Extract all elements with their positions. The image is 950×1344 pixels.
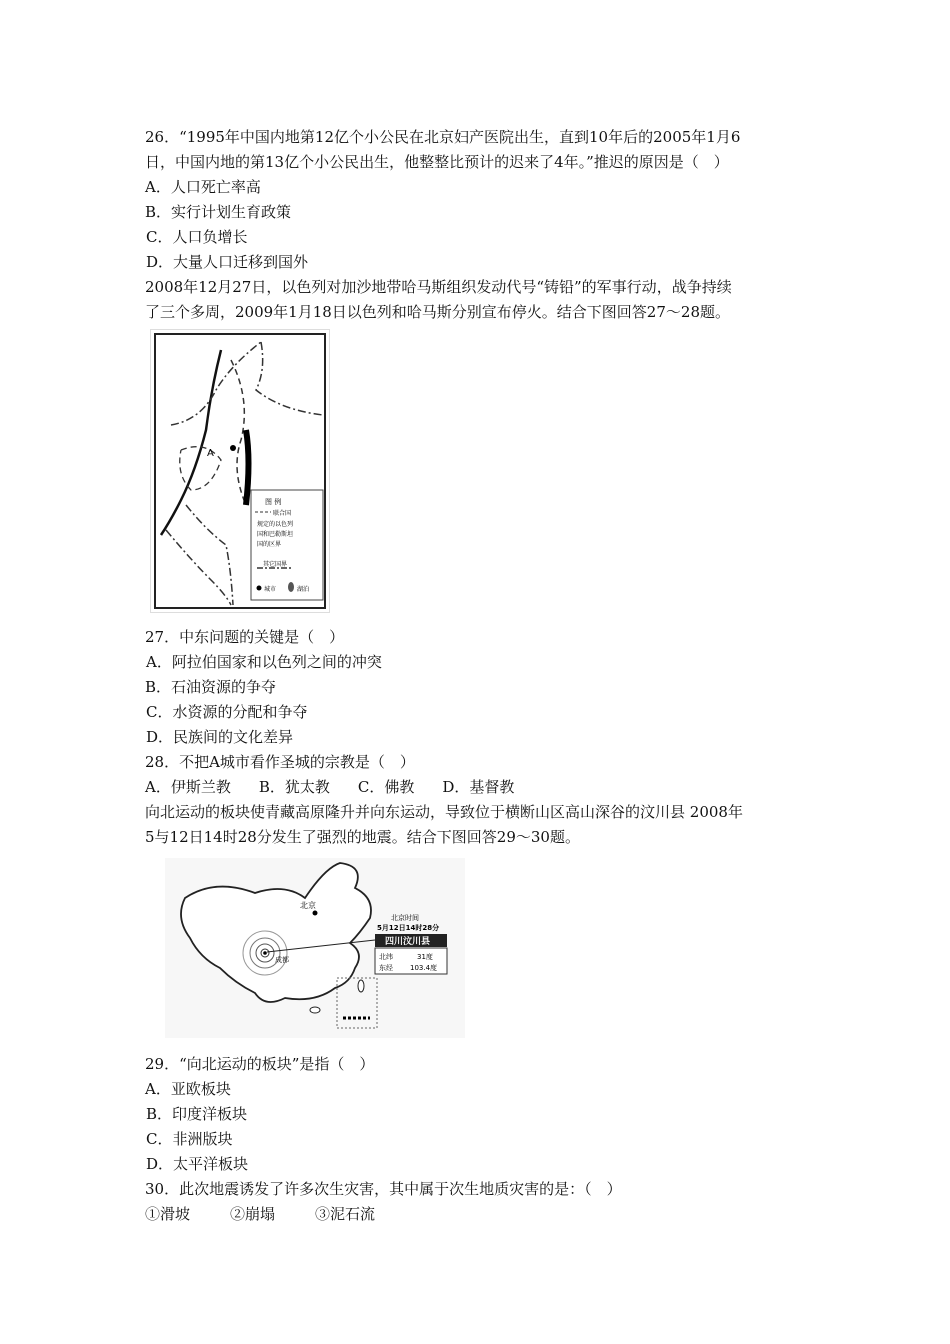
q28-option-b: B．犹太教 <box>258 778 330 796</box>
quake-intro-line1: 向北运动的板块使青藏高原隆升并向东运动，导致位于横断山区高山深谷的汶川县 2008年 <box>145 803 743 821</box>
q26-stem-line2: 日，中国内地的第13亿个小公民出生，他整整比预计的迟来了4年。”推迟的原因是（ ） <box>145 153 729 171</box>
legend-item-5: 城市 <box>264 586 277 593</box>
q29-option-d: D．太平洋板块 <box>146 1155 249 1173</box>
q27-option-a: A．阿拉伯国家和以色列之间的冲突 <box>146 653 382 671</box>
q28-stem: 28．不把A城市看作圣城的宗教是（ ） <box>145 753 415 771</box>
q28-option-d: D．基督教 <box>442 778 515 796</box>
lat-label: 北纬 <box>379 953 393 961</box>
q27-option-b: B．石油资源的争夺 <box>145 678 277 696</box>
city-a-label: A <box>207 448 214 459</box>
legend-item-2: 国和巴勒斯坦 <box>257 531 294 538</box>
epicenter-marker <box>263 951 267 955</box>
chengdu-label: 成都 <box>275 956 289 964</box>
legend-item-0: 联合国 <box>273 510 292 517</box>
q30-option-1: ①滑坡 <box>145 1205 191 1223</box>
legend-title: 图 例 <box>265 498 282 506</box>
beijing-label: 北京 <box>300 901 316 910</box>
q29-option-c: C．非洲版块 <box>146 1130 233 1148</box>
q29-stem: 29．“向北运动的板块”是指（ ） <box>145 1055 375 1073</box>
exam-page <box>145 125 815 1227</box>
time-value: 5月12日14时28分 <box>377 924 440 932</box>
city-a-marker <box>230 445 236 451</box>
q28-option-c: C．佛教 <box>357 778 415 796</box>
legend-item-6: 湖泊 <box>297 586 310 593</box>
lat-value: 31度 <box>417 953 433 961</box>
legend-item-1: 规定的以色列 <box>257 521 294 528</box>
gaza-intro-line2: 了三个多周，2009年1月18日以色列和哈马斯分别宣布停火。结合下图回答27～28题。 <box>145 303 730 321</box>
lon-value: 103.4度 <box>410 964 438 972</box>
q26-option-c: C．人口负增长 <box>146 228 248 246</box>
lon-label: 东经 <box>379 964 393 972</box>
q30-option-3: ③泥石流 <box>315 1205 376 1223</box>
q30-stem: 30．此次地震诱发了许多次生灾害，其中属于次生地质灾害的是：（ ） <box>145 1180 622 1198</box>
time-title: 北京时间 <box>391 914 419 922</box>
q29-option-a: A．亚欧板块 <box>145 1080 231 1098</box>
legend-item-4: 其它国界 <box>263 561 288 568</box>
q27-option-d: D．民族间的文化差异 <box>146 728 294 746</box>
q26-option-b: B．实行计划生育政策 <box>145 203 292 221</box>
quake-intro-line2: 5与12日14时28分发生了强烈的地震。结合下图回答29～30题。 <box>145 828 580 846</box>
q28-option-a: A．伊斯兰教 <box>145 778 231 796</box>
middle-east-map <box>150 329 330 613</box>
q27-option-c: C．水资源的分配和争夺 <box>146 703 308 721</box>
legend-item-3: 国的区界 <box>257 541 282 548</box>
q28-options <box>145 775 815 800</box>
gaza-intro-line1: 2008年12月27日，以色列对加沙地带哈马斯组织发动代号“铸铅”的军事行动，战争持续 <box>145 278 732 296</box>
q27-stem: 27．中东问题的关键是（ ） <box>145 628 345 646</box>
q30-option-2: ②崩塌 <box>230 1205 276 1223</box>
q29-option-b: B．印度洋板块 <box>146 1105 248 1123</box>
county-label: 四川汶川县 <box>385 937 431 947</box>
q26-option-a: A．人口死亡率高 <box>145 178 261 196</box>
q26-option-d: D．大量人口迁移到国外 <box>146 253 309 271</box>
china-earthquake-map <box>165 858 465 1038</box>
q26-stem-line1: 26．“1995年中国内地第12亿个小公民在北京妇产医院出生，直到10年后的2005年1月6 <box>145 128 741 146</box>
q30-options <box>145 1202 815 1227</box>
